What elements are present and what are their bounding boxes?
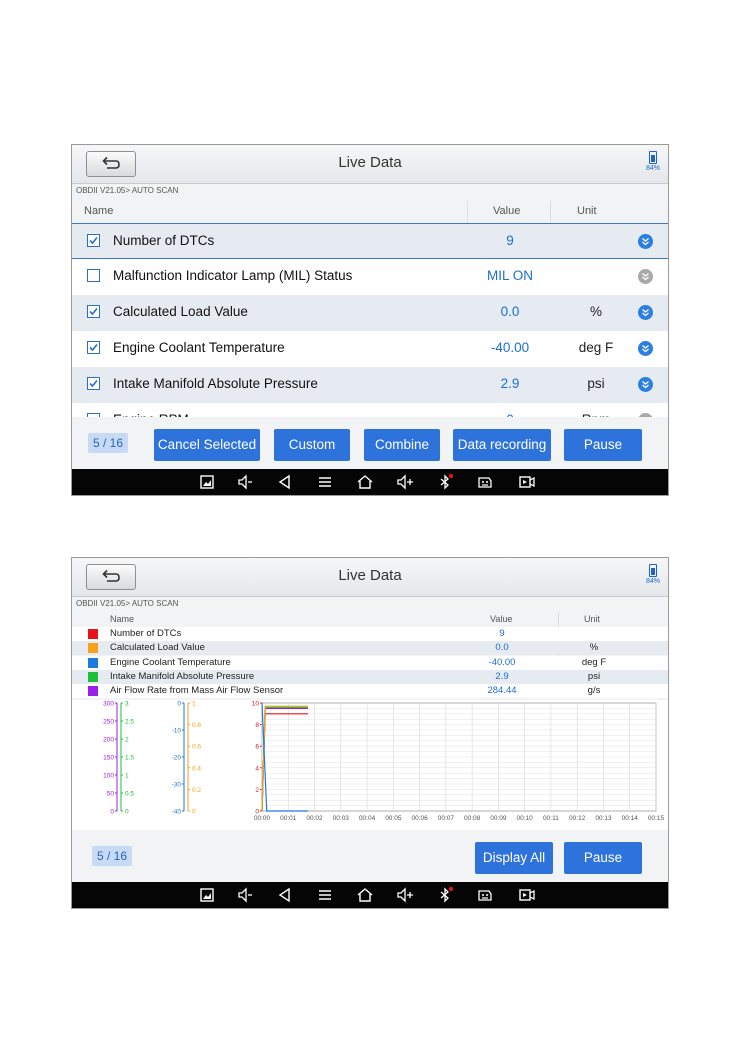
y-tick-label: 0 [192,808,196,816]
row-name: Number of DTCs [113,233,215,248]
x-tick-label: 00:05 [385,815,402,822]
vci-connector-icon[interactable] [476,886,494,904]
y-tick-label: 200 [103,736,114,744]
page-indicator: 5 / 16 [88,433,128,453]
chart-svg [72,700,668,830]
row-checkbox[interactable] [87,305,100,318]
combine-button[interactable]: Combine [364,429,440,461]
y-tick-label: 3 [125,700,129,708]
screenshot-icon[interactable] [198,473,216,491]
check-icon [89,343,98,352]
x-tick-label: 00:15 [647,815,665,822]
vci-connector-icon[interactable] [476,473,494,491]
y-tick-label: 6 [255,743,259,751]
row-name: Calculated Load Value [110,642,205,654]
row-value: 9 [506,233,514,248]
x-tick-label: 00:06 [411,815,428,822]
page-title: Live Data [338,567,402,584]
volume-up-icon[interactable] [396,886,414,904]
row-value: 2.9 [495,670,509,682]
x-tick-label: 00:14 [621,815,638,822]
y-tick-label: 2 [125,736,129,744]
row-name: Malfunction Indicator Lamp (MIL) Status [113,268,353,283]
row-unit: % [589,642,599,654]
list-item[interactable] [72,627,668,641]
y-tick-label: 100 [103,772,114,780]
system-nav-bar [72,469,668,495]
column-unit: Unit [584,614,601,624]
home-icon[interactable] [356,473,374,491]
y-tick-label: 0 [255,808,259,816]
y-tick-label: 2 [255,786,259,794]
row-value: 284.44 [487,685,517,697]
battery-icon [649,564,657,577]
row-name: Intake Manifold Absolute Pressure [113,376,318,391]
data-recording-button[interactable]: Data recording [453,429,551,461]
menu-icon[interactable] [316,886,334,904]
action-bar [72,417,668,469]
y-tick-label: 300 [103,700,114,708]
y-tick-label: 0.2 [192,786,202,794]
row-checkbox[interactable] [87,269,100,282]
x-tick-label: 00:08 [463,815,481,822]
x-tick-label: 00:04 [358,815,376,822]
title-bar [72,558,668,597]
battery-percent: 84% [645,578,660,585]
list-item[interactable] [72,656,668,670]
series-color-swatch [88,658,98,668]
title-bar [72,145,668,184]
y-tick-label: 150 [103,754,114,762]
x-tick-label: 00:07 [437,815,455,822]
list-item[interactable] [72,641,668,655]
y-tick-label: -10 [171,727,181,735]
check-icon [89,379,98,388]
column-name: Name [84,205,114,217]
x-tick-label: 00:02 [306,815,323,822]
row-value: -40.00 [488,656,516,668]
y-tick-label: 0.4 [192,765,202,773]
y-tick-label: -20 [171,754,181,762]
expand-chevron-icon[interactable] [638,377,653,392]
live-data-screen-graph [71,557,669,909]
y-tick-label: 0.6 [192,743,202,751]
row-checkbox[interactable] [87,341,100,354]
expand-chevron-icon[interactable] [638,305,653,320]
table-row[interactable] [72,223,668,259]
y-tick-label: 1.5 [125,754,135,762]
y-tick-label: 0 [110,808,114,816]
expand-chevron-icon[interactable] [638,234,653,249]
row-value: 0.0 [495,642,509,654]
x-tick-label: 00:09 [490,815,507,822]
row-unit: g/s [587,685,601,697]
row-name: Engine Coolant Temperature [110,656,231,668]
page-title: Live Data [338,154,402,171]
back-triangle-icon[interactable] [276,473,294,491]
x-tick-label: 00:11 [543,815,559,822]
back-triangle-icon[interactable] [276,886,294,904]
system-nav-bar [72,882,668,908]
y-tick-label: 50 [106,790,114,798]
table-row[interactable] [72,259,668,295]
row-value: 9 [499,628,505,639]
bluetooth-icon[interactable] [436,886,454,904]
breadcrumb: OBDII V21.05> AUTO SCAN [76,186,179,195]
row-unit: psi [587,670,601,682]
row-name: Engine Coolant Temperature [113,340,285,355]
series-color-swatch [88,672,98,682]
y-tick-label: -30 [171,781,181,789]
y-tick-label: 8 [255,722,259,730]
table-row[interactable] [72,331,668,367]
row-value: 2.9 [500,376,520,391]
row-value: MIL ON [486,268,533,283]
list-item[interactable] [72,684,668,698]
table-row[interactable] [72,367,668,403]
battery-indicator [643,564,663,585]
pause-button[interactable]: Pause [564,429,642,461]
volume-down-icon[interactable] [236,473,254,491]
row-name: Air Flow Rate from Mass Air Flow Sensor [110,685,284,697]
screen-record-icon[interactable] [518,473,536,491]
list-item[interactable] [72,670,668,684]
x-tick-label: 00:01 [280,815,297,822]
column-value: Value [493,205,521,217]
x-tick-label: 00:10 [516,815,533,822]
expand-chevron-icon[interactable] [638,341,653,356]
row-value: -40.00 [490,340,530,355]
row-value: 0.0 [500,304,520,319]
y-tick-label: 250 [103,718,114,726]
breadcrumb: OBDII V21.05> AUTO SCAN [76,599,179,608]
y-tick-label: 10 [251,700,259,708]
custom-button[interactable]: Custom [274,429,350,461]
x-tick-label: 00:12 [569,815,586,822]
table-header [72,612,668,627]
battery-indicator [643,151,663,172]
action-bar [72,830,668,882]
row-name: Calculated Load Value [113,304,248,319]
x-tick-label: 00:00 [253,815,271,822]
expand-chevron-icon[interactable] [638,269,653,284]
live-data-chart [72,700,668,830]
y-tick-label: -40 [171,808,181,816]
row-unit: deg F [578,340,614,355]
y-tick-label: 0 [177,700,181,708]
row-unit: % [589,304,602,319]
y-tick-label: 1 [125,772,129,780]
row-checkbox[interactable] [87,234,100,247]
row-unit: deg F [581,656,607,668]
pause-button[interactable]: Pause [564,842,642,874]
home-icon[interactable] [356,886,374,904]
battery-percent: 84% [645,165,660,172]
check-icon [89,307,98,316]
live-data-screen-list [71,144,669,496]
page-indicator: 5 / 16 [92,846,132,866]
battery-icon [649,151,657,164]
series-color-swatch [88,629,98,639]
y-tick-label: 0.5 [125,790,135,798]
cancel-selected-button[interactable]: Cancel Selected [154,429,260,461]
table-header [72,201,668,221]
series-color-swatch [88,643,98,653]
volume-down-icon[interactable] [236,886,254,904]
x-tick-label: 00:13 [595,815,612,822]
row-unit: psi [587,376,605,391]
column-value: Value [490,614,513,624]
column-unit: Unit [577,205,597,217]
y-tick-label: 2.5 [125,718,135,726]
y-tick-label: 1 [192,700,196,708]
menu-icon[interactable] [316,473,334,491]
check-icon [89,236,98,245]
row-checkbox[interactable] [87,377,100,390]
table-row[interactable] [72,295,668,331]
row-name: Intake Manifold Absolute Pressure [110,670,255,682]
column-name: Name [110,614,135,624]
y-tick-label: 0.8 [192,722,202,730]
screen-record-icon[interactable] [518,886,536,904]
screenshot-icon[interactable] [198,886,216,904]
volume-up-icon[interactable] [396,473,414,491]
display-all-button[interactable]: Display All [475,842,553,874]
series-color-swatch [88,686,98,696]
row-name: Number of DTCs [110,628,182,639]
bluetooth-icon[interactable] [436,473,454,491]
y-tick-label: 4 [255,765,259,773]
y-tick-label: 0 [125,808,129,816]
x-tick-label: 00:03 [332,815,349,822]
